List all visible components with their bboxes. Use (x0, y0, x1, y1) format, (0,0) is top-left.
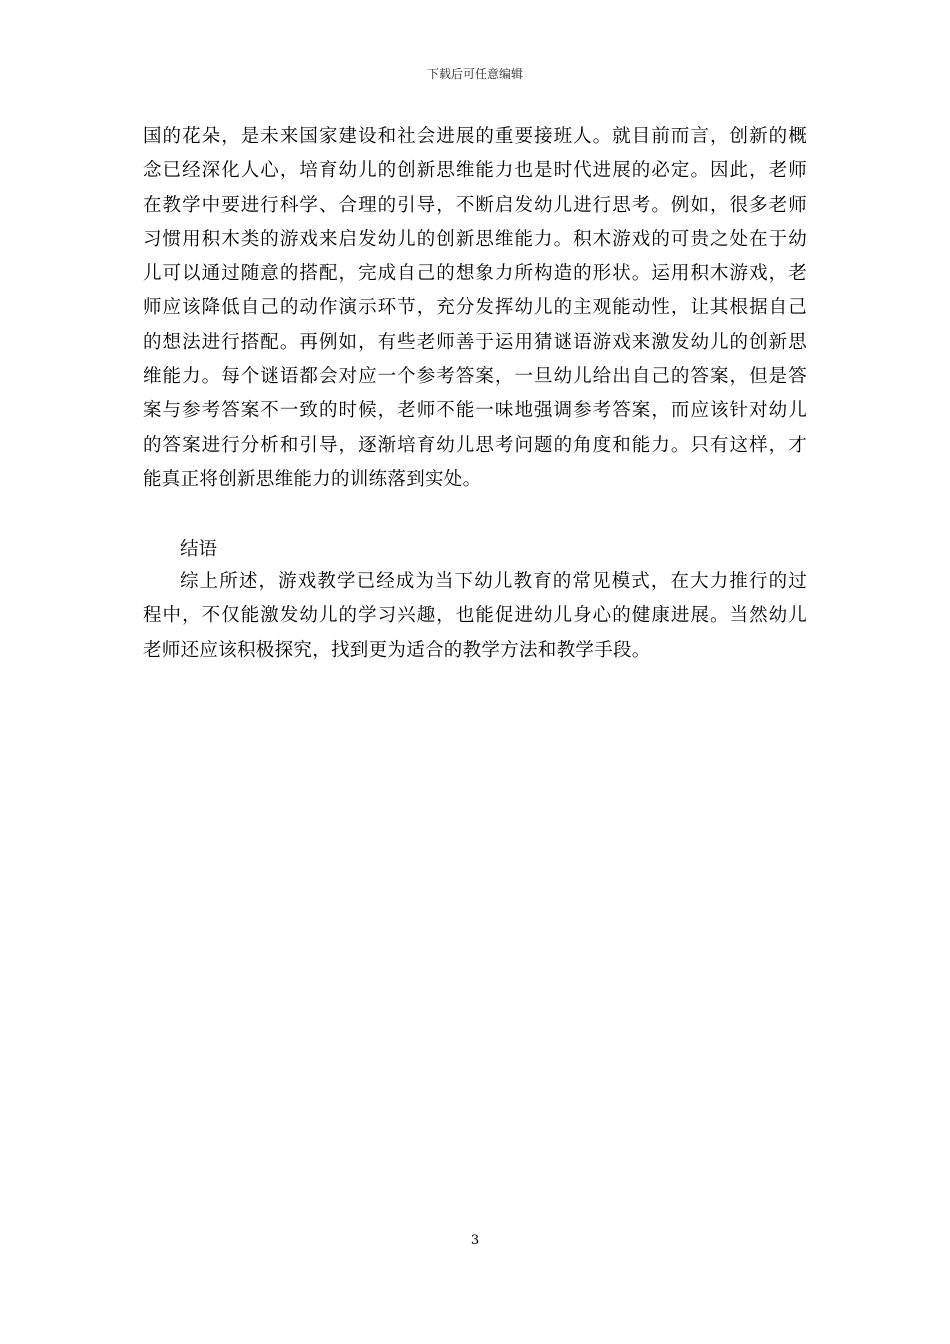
conclusion-paragraph (143, 565, 807, 668)
page-number: 3 (470, 1233, 480, 1248)
paragraph-line: 念已经深化人心，培育幼儿的创新思维能力也是时代进展的必定。因此，老师 (143, 160, 807, 182)
section-heading: 结语 (180, 539, 218, 560)
paragraph-line: 老师还应该积极探究，找到更为适合的教学方法和教学手段。 (143, 639, 651, 661)
paragraph-line: 的想法进行搭配。再例如，有些老师善于运用猜谜语游戏来激发幼儿的创新思 (143, 331, 807, 353)
paragraph-line: 案与参考答案不一致的时候，老师不能一味地强调参考答案，而应该针对幼儿 (143, 400, 807, 422)
paragraph-line: 师应该降低自己的动作演示环节，充分发挥幼儿的主观能动性，让其根据自己 (143, 297, 807, 319)
paragraph-line: 在教学中要进行科学、合理的引导，不断启发幼儿进行思考。例如，很多老师 (143, 194, 807, 216)
paragraph-line: 能真正将创新思维能力的训练落到实处。 (143, 468, 482, 490)
paragraph-line: 的答案进行分析和引导，逐渐培育幼儿思考问题的角度和能力。只有这样，才 (143, 434, 807, 456)
paragraph-line: 维能力。每个谜语都会对应一个参考答案，一旦幼儿给出自己的答案，但是答 (143, 366, 807, 388)
paragraph-line: 习惯用积木类的游戏来启发幼儿的创新思维能力。积木游戏的可贵之处在于幼 (143, 228, 807, 250)
body-paragraph (143, 120, 807, 497)
paragraph-line: 程中，不仅能激发幼儿的学习兴趣，也能促进幼儿身心的健康进展。当然幼儿 (143, 605, 807, 627)
paragraph-line: 国的花朵，是未来国家建设和社会进展的重要接班人。就目前而言，创新的概 (143, 126, 807, 147)
paragraph-line: 综上所述，游戏教学已经成为当下幼儿教育的常见模式，在大力推行的过 (180, 571, 807, 592)
paragraph-line: 儿可以通过随意的搭配，完成自己的想象力所构造的形状。运用积木游戏，老 (143, 263, 807, 285)
page-header: 下载后可任意编辑 (426, 67, 523, 81)
